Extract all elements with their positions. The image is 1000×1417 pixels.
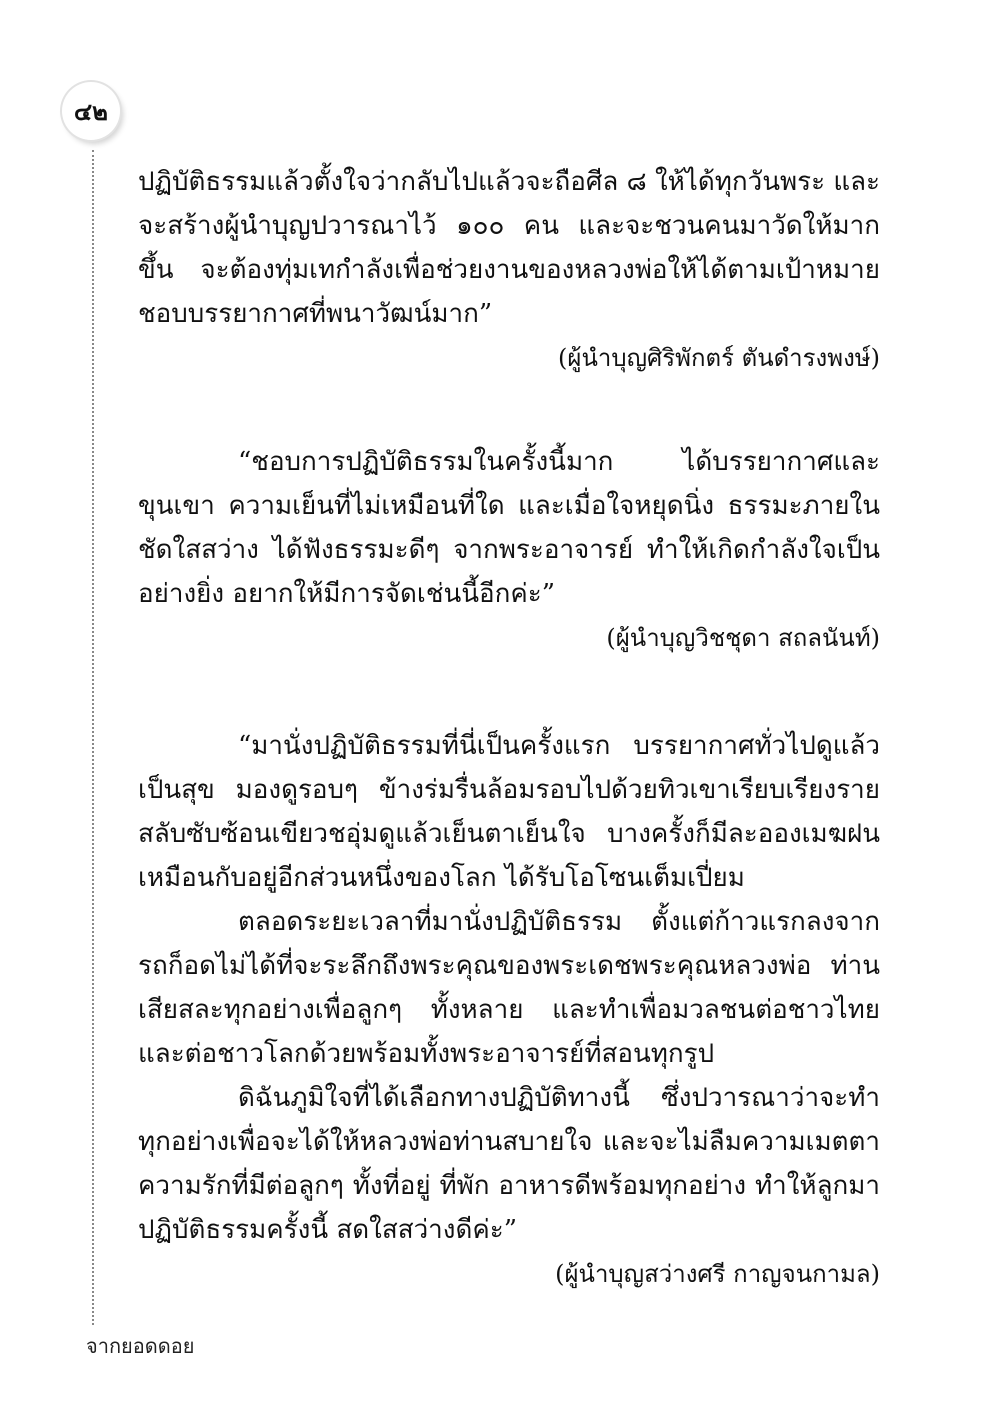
page-number: ๔๒	[74, 96, 108, 126]
testimonial-3-paragraph-1: “มานั่งปฏิบัติธรรมที่นี่เป็นครั้งแรก บรรยากาศทั่วไปดูแล้วเป็นสุข มองดูรอบๆ ข้างร่มรื่นล้อมรอบไปด้วยทิวเขาเรียบเรียงราย สลับซับซ้อนเขียวชอุ่มดูแล้วเย็นตาเย็นใจ บางครั้งก็มีละอองเมฆฝนเหมือนกับอยู่อีกส่วนหนึ่งของโลก ได้รับโอโซนเต็มเปี่ยม	[138, 731, 880, 893]
testimonial-3	[138, 724, 880, 1296]
testimonial-2-attribution: (ผู้นำบุญวิชชุดา สถลนันท์)	[606, 624, 880, 652]
testimonial-3-paragraph-3: ดิฉันภูมิใจที่ได้เลือกทางปฏิบัติทางนี้ ซึ่งปวารณาว่าจะทำทุกอย่างเพื่อจะได้ให้หลวงพ่อท่านสบายใจ และจะไม่ลืมความเมตตาความรักที่มีต่อลูกๆ ทั้งที่อยู่ ที่พัก อาหารดีพร้อมทุกอย่าง ทำให้ลูกมาปฏิบัติธรรมครั้งนี้ สดใสสว่างดีค่ะ”	[138, 1083, 880, 1245]
testimonial-3-paragraph-2: ตลอดระยะเวลาที่มานั่งปฏิบัติธรรม ตั้งแต่ก้าวแรกลงจากรถก็อดไม่ได้ที่จะระลึกถึงพระคุณของพระเดชพระคุณหลวงพ่อ ท่านเสียสละทุกอย่างเพื่อลูกๆ ทั้งหลาย และทำเพื่อมวลชนต่อชาวไทยและต่อชาวโลกด้วยพร้อมทั้งพระอาจารย์ที่สอนทุกรูป	[138, 907, 880, 1069]
footer-book-title: จากยอดดอย	[86, 1334, 195, 1358]
testimonial-1-paragraph-1: ปฏิบัติธรรมแล้วตั้งใจว่ากลับไปแล้วจะถือศีล ๘ ให้ได้ทุกวันพระ และจะสร้างผู้นำบุญปวารณาไว้ ๑๐๐ คน และจะชวนคนมาวัดให้มากขึ้น จะต้องทุ่มเทกำลังเพื่อช่วยงานของหลวงพ่อให้ได้ตามเป้าหมาย ชอบบรรยากาศที่พนาวัฒน์มาก”	[138, 167, 880, 329]
testimonial-3-attribution: (ผู้นำบุญสว่างศรี กาญจนกามล)	[555, 1260, 880, 1288]
testimonial-1	[138, 160, 880, 380]
page-body	[138, 160, 880, 1296]
testimonial-2-paragraph-1: “ชอบการปฏิบัติธรรมในครั้งนี้มาก ได้บรรยากาศและขุนเขา ความเย็นที่ไม่เหมือนที่ใด และเมื่อใจหยุดนิ่ง ธรรมะภายในชัดใสสว่าง ได้ฟังธรรมะดีๆ จากพระอาจารย์ ทำให้เกิดกำลังใจเป็นอย่างยิ่ง อยากให้มีการจัดเช่นนี้อีกค่ะ”	[138, 447, 880, 609]
margin-dotted-line	[92, 150, 94, 1325]
testimonial-2	[138, 440, 880, 660]
testimonial-1-attribution: (ผู้นำบุญศิริพักตร์ ตันดำรงพงษ์)	[558, 344, 880, 372]
page-number-badge	[62, 82, 120, 140]
